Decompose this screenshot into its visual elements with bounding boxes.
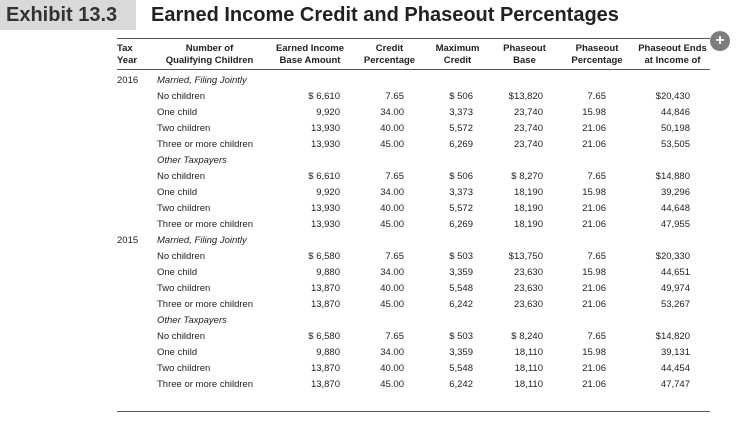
header-credit-percentage: Credit Percentage [363,43,416,66]
cell-phaseout-percentage: 15.98 [582,347,606,358]
cell-earned-income: $ 6,580 [308,331,340,342]
cell-credit-percentage: 7.65 [385,331,404,342]
cell-children: Two children [157,363,211,374]
cell-phaseout-base: $ 8,240 [511,331,543,342]
cell-phaseout-percentage: 21.06 [582,203,606,214]
cell-credit-percentage: 7.65 [385,171,404,182]
cell-phaseout-ends: 47,955 [660,219,690,230]
cell-phaseout-ends: 53,505 [660,139,690,150]
cell-phaseout-base: 18,190 [513,203,543,214]
exhibit-header [0,0,745,30]
cell-phaseout-ends: $14,880 [655,171,690,182]
group-label: Other Taxpayers [157,315,227,326]
cell-phaseout-base: $13,750 [508,251,543,262]
cell-earned-income: 9,880 [316,347,340,358]
cell-children: Three or more children [157,139,254,150]
cell-phaseout-percentage: 15.98 [582,107,606,118]
cell-credit-percentage: 34.00 [380,187,404,198]
exhibit-label: Exhibit 13.3 [0,0,140,30]
cell-earned-income: 9,920 [316,187,340,198]
cell-maximum-credit: $ 506 [449,91,473,102]
cell-maximum-credit: 5,572 [449,203,473,214]
cell-credit-percentage: 34.00 [380,347,404,358]
cell-earned-income: $ 6,580 [308,251,340,262]
cell-earned-income: $ 6,610 [308,91,340,102]
cell-maximum-credit: $ 503 [449,251,473,262]
cell-phaseout-percentage: 21.06 [582,299,606,310]
cell-phaseout-percentage: 15.98 [582,267,606,278]
cell-phaseout-percentage: 21.06 [582,363,606,374]
cell-credit-percentage: 40.00 [380,203,404,214]
cell-earned-income: 13,930 [310,219,340,230]
cell-children: No children [157,91,206,102]
cell-maximum-credit: 6,269 [449,219,473,230]
cell-earned-income: 13,930 [310,203,340,214]
cell-children: Three or more children [157,379,254,390]
table-header-rule [117,69,710,70]
group-label: Married, Filing Jointly [157,235,247,246]
cell-phaseout-ends: 44,846 [660,107,690,118]
cell-phaseout-ends: 50,198 [660,123,690,134]
group-label: Other Taxpayers [157,155,227,166]
header-children: Number of Qualifying Children [165,43,254,66]
header-maximum-credit: Maximum Credit [435,43,480,66]
cell-children: One child [157,187,198,198]
cell-credit-percentage: 7.65 [385,91,404,102]
cell-maximum-credit: $ 503 [449,331,473,342]
cell-credit-percentage: 40.00 [380,363,404,374]
cell-phaseout-percentage: 7.65 [587,251,606,262]
cell-phaseout-percentage: 21.06 [582,379,606,390]
cell-credit-percentage: 45.00 [380,299,404,310]
cell-phaseout-ends: 44,648 [660,203,690,214]
cell-phaseout-base: 18,110 [514,379,543,390]
cell-maximum-credit: 6,242 [449,379,473,390]
cell-credit-percentage: 40.00 [380,123,404,134]
cell-earned-income: 9,920 [316,107,340,118]
cell-phaseout-ends: $20,330 [655,251,690,262]
cell-children: Two children [157,123,211,134]
cell-children: Three or more children [157,219,254,230]
cell-children: One child [157,107,198,118]
cell-maximum-credit: 5,548 [449,283,473,294]
cell-children: Three or more children [157,299,254,310]
cell-credit-percentage: 34.00 [380,107,404,118]
cell-children: No children [157,251,206,262]
header-earned-income: Earned Income Base Amount [275,43,345,66]
cell-phaseout-percentage: 7.65 [587,91,606,102]
cell-earned-income: 13,870 [310,379,340,390]
group-label: Married, Filing Jointly [157,75,247,86]
cell-phaseout-percentage: 7.65 [587,171,606,182]
cell-earned-income: 9,880 [316,267,340,278]
cell-children: Two children [157,283,211,294]
cell-children: No children [157,331,206,342]
cell-phaseout-base: $ 8,270 [511,171,543,182]
cell-credit-percentage: 7.65 [385,251,404,262]
exhibit-title: Earned Income Credit and Phaseout Percentages [151,4,619,26]
cell-earned-income: 13,870 [310,283,340,294]
cell-credit-percentage: 45.00 [380,379,404,390]
cell-phaseout-percentage: 21.06 [582,123,606,134]
cell-phaseout-base: 23,740 [513,139,543,150]
table-bottom-rule [117,411,710,412]
cell-maximum-credit: 3,373 [449,107,473,118]
cell-earned-income: 13,870 [310,299,340,310]
cell-phaseout-base: 18,190 [513,187,543,198]
cell-phaseout-base: 23,630 [513,299,543,310]
cell-phaseout-ends: $20,430 [655,91,690,102]
cell-maximum-credit: 6,269 [449,139,473,150]
cell-phaseout-percentage: 7.65 [587,331,606,342]
cell-children: Two children [157,203,211,214]
table-top-rule [117,38,710,39]
cell-maximum-credit: 6,242 [449,299,473,310]
header-phaseout-ends: Phaseout Ends at Income of [638,43,707,66]
cell-phaseout-ends: 44,651 [660,267,690,278]
header-tax-year: Tax Year [117,43,138,66]
cell-phaseout-base: $13,820 [508,91,543,102]
cell-maximum-credit: 5,548 [449,363,473,374]
cell-maximum-credit: $ 506 [449,171,473,182]
cell-children: One child [157,347,198,358]
cell-phaseout-base: 23,740 [513,107,543,118]
cell-phaseout-base: 18,110 [514,347,543,358]
cell-phaseout-ends: 53,267 [660,299,690,310]
cell-phaseout-percentage: 21.06 [582,219,606,230]
cell-earned-income: $ 6,610 [308,171,340,182]
cell-maximum-credit: 3,359 [449,267,473,278]
cell-earned-income: 13,930 [310,139,340,150]
cell-credit-percentage: 45.00 [380,219,404,230]
cell-phaseout-base: 18,190 [513,219,543,230]
cell-phaseout-percentage: 21.06 [582,139,606,150]
cell-phaseout-percentage: 15.98 [582,187,606,198]
cell-phaseout-ends: 47,747 [660,379,690,390]
cell-phaseout-ends: 49,974 [660,283,690,294]
cell-children: No children [157,171,206,182]
cell-credit-percentage: 40.00 [380,283,404,294]
header-phaseout-base: Phaseout Base [503,43,546,66]
header-phaseout-percentage: Phaseout Percentage [571,43,623,66]
expand-button[interactable]: + [710,31,730,51]
cell-phaseout-percentage: 21.06 [582,283,606,294]
cell-maximum-credit: 3,359 [449,347,473,358]
cell-credit-percentage: 45.00 [380,139,404,150]
cell-phaseout-base: 23,630 [513,283,543,294]
cell-earned-income: 13,930 [310,123,340,134]
cell-maximum-credit: 5,572 [449,123,473,134]
cell-phaseout-base: 23,740 [513,123,543,134]
cell-phaseout-ends: $14,820 [655,331,690,342]
cell-phaseout-ends: 39,131 [660,347,690,358]
cell-earned-income: 13,870 [310,363,340,374]
tax-year-label: 2015 [117,235,139,246]
cell-credit-percentage: 34.00 [380,267,404,278]
cell-phaseout-base: 23,630 [513,267,543,278]
cell-phaseout-ends: 44,454 [660,363,690,374]
cell-children: One child [157,267,198,278]
cell-maximum-credit: 3,373 [449,187,473,198]
cell-phaseout-base: 18,110 [514,363,543,374]
cell-phaseout-ends: 39,296 [660,187,690,198]
tax-year-label: 2016 [117,75,139,86]
